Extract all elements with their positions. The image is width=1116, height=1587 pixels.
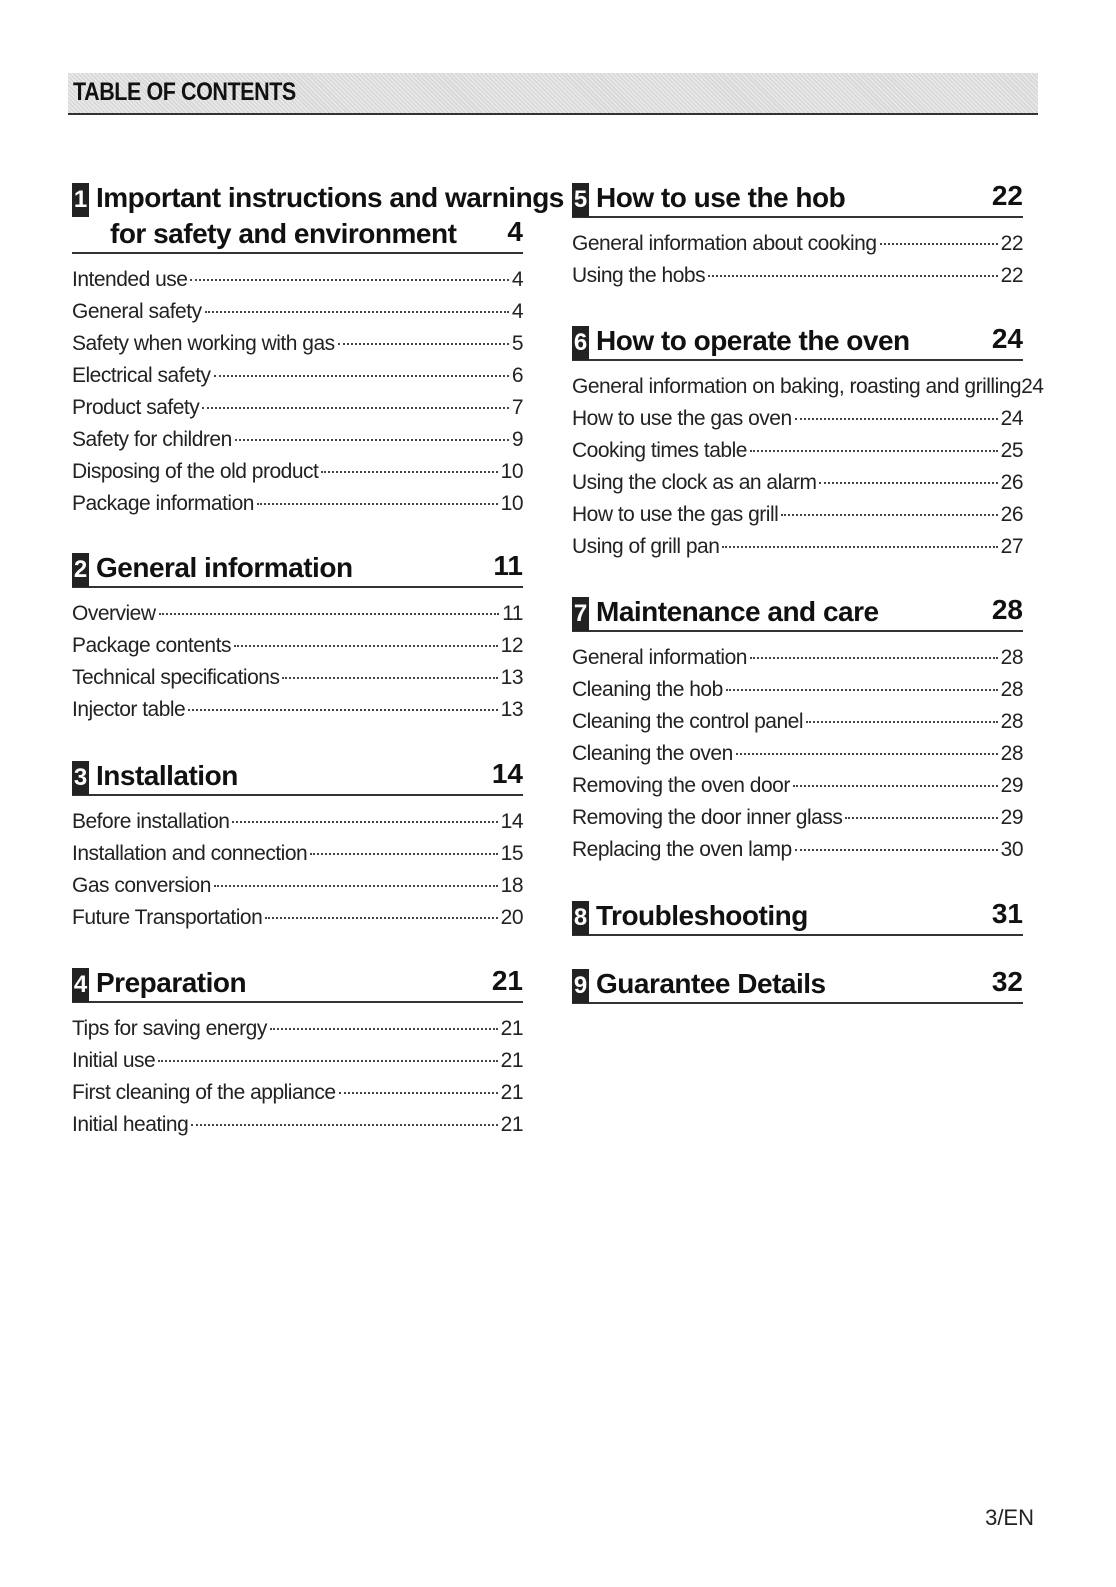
toc-entry[interactable] — [72, 264, 523, 296]
toc-entry-page: 4 — [511, 268, 523, 291]
toc-entry[interactable] — [572, 834, 1023, 866]
toc-section-4 — [72, 965, 523, 1141]
dot-leader — [880, 243, 998, 245]
section-page-number: 21 — [491, 965, 523, 996]
dot-leader — [736, 753, 998, 755]
toc-entry[interactable] — [72, 598, 523, 630]
toc-entry-page: 13 — [500, 666, 523, 689]
section-heading[interactable] — [72, 550, 523, 588]
toc-entry-page: 6 — [511, 364, 523, 387]
toc-entry-label: Using the hobs — [572, 264, 706, 287]
dot-leader — [257, 503, 498, 505]
toc-entry-label: Removing the oven door — [572, 774, 790, 797]
toc-entry[interactable] — [572, 228, 1023, 260]
section-heading[interactable] — [572, 898, 1023, 936]
toc-entry-label: Gas conversion — [72, 874, 211, 897]
toc-entry-label: Replacing the oven lamp — [572, 838, 792, 861]
dot-leader — [205, 311, 509, 313]
toc-entry[interactable] — [572, 435, 1023, 467]
toc-entry[interactable] — [72, 1109, 523, 1141]
toc-entry[interactable] — [572, 802, 1023, 834]
toc-entry[interactable] — [572, 674, 1023, 706]
toc-entry-page: 12 — [500, 634, 523, 657]
toc-entry-page: 21 — [500, 1081, 523, 1104]
toc-section-2 — [72, 550, 523, 726]
toc-entry-page: 29 — [1000, 774, 1023, 797]
toc-entry-label: Cooking times table — [572, 439, 747, 462]
toc-entry-page: 24 — [1000, 407, 1023, 430]
toc-entry-page: 29 — [1000, 806, 1023, 829]
section-heading[interactable] — [572, 180, 1023, 218]
section-title: Important instructions and warnings — [96, 182, 564, 213]
toc-entry-page: 28 — [1000, 646, 1023, 669]
section-page-number: 28 — [991, 594, 1023, 625]
toc-entry[interactable] — [572, 738, 1023, 770]
section-heading[interactable] — [72, 758, 523, 796]
toc-entry-page: 28 — [1000, 742, 1023, 765]
section-number-badge: 9 — [572, 969, 589, 1003]
toc-entry[interactable] — [572, 371, 1044, 403]
toc-entry[interactable] — [572, 531, 1023, 563]
dot-leader — [750, 657, 998, 659]
section-items — [572, 371, 1044, 563]
toc-entry[interactable] — [72, 296, 523, 328]
section-page-number: 11 — [493, 550, 523, 581]
dot-leader — [270, 1028, 498, 1030]
dot-leader — [795, 849, 998, 851]
section-heading[interactable] — [72, 965, 523, 1003]
toc-entry[interactable] — [72, 630, 523, 662]
dot-leader — [339, 1092, 498, 1094]
section-number-badge: 3 — [72, 761, 89, 795]
toc-entry-label: Using the clock as an alarm — [572, 471, 817, 494]
toc-entry-label: Installation and connection — [72, 842, 308, 865]
toc-entry-label: Technical specifications — [72, 666, 280, 689]
toc-entry-label: Safety when working with gas — [72, 332, 335, 355]
section-title-line2: for safety and environment — [110, 218, 457, 249]
dot-leader — [232, 821, 497, 823]
toc-entry-label: Disposing of the old product — [72, 460, 319, 483]
section-number-badge: 6 — [572, 326, 589, 360]
page-footer-label: 3/EN — [985, 1505, 1034, 1530]
toc-entry-page: 27 — [1000, 535, 1023, 558]
toc-entry-page: 26 — [1000, 503, 1023, 526]
toc-entry-label: How to use the gas grill — [572, 503, 779, 526]
toc-entry[interactable] — [572, 642, 1023, 674]
section-page-number: 24 — [991, 323, 1023, 354]
dot-leader — [708, 275, 998, 277]
section-number-badge: 2 — [72, 553, 89, 587]
section-heading[interactable] — [572, 323, 1023, 361]
toc-entry-page: 25 — [1000, 439, 1023, 462]
toc-entry-page: 11 — [502, 602, 523, 625]
dot-leader — [190, 279, 508, 281]
toc-entry[interactable] — [572, 706, 1023, 738]
section-number-badge: 5 — [572, 183, 589, 217]
toc-entry[interactable] — [72, 360, 523, 392]
dot-leader — [310, 853, 497, 855]
toc-entry-label: Electrical safety — [72, 364, 211, 387]
toc-entry-label: Cleaning the oven — [572, 742, 733, 765]
toc-entry-label: Intended use — [72, 268, 188, 291]
toc-entry[interactable] — [572, 403, 1023, 435]
section-number-badge: 7 — [572, 597, 589, 631]
section-number-badge: 1 — [72, 183, 89, 217]
toc-entry-label: Product safety — [72, 396, 200, 419]
toc-entry[interactable] — [72, 1013, 523, 1045]
toc-entry[interactable] — [72, 806, 523, 838]
section-number-badge: 8 — [572, 901, 589, 935]
dot-leader — [234, 645, 498, 647]
toc-entry-label: General safety — [72, 300, 202, 323]
toc-entry-label: Removing the door inner glass — [572, 806, 843, 829]
toc-entry[interactable] — [72, 328, 523, 360]
section-title: Guarantee Details — [596, 968, 826, 999]
section-number-badge: 4 — [72, 968, 89, 1002]
toc-entry-page: 22 — [1000, 264, 1023, 287]
toc-section-5 — [572, 180, 1023, 292]
toc-entry-label: Package information — [72, 492, 254, 515]
toc-header-bar — [68, 73, 1038, 115]
dot-leader — [282, 677, 497, 679]
section-title: Maintenance and care — [596, 596, 879, 627]
dot-leader — [781, 514, 997, 516]
toc-entry-label: Safety for children — [72, 428, 232, 451]
section-items — [72, 806, 523, 934]
section-title: Installation — [96, 760, 238, 791]
toc-entry-page: 7 — [511, 396, 523, 419]
toc-entry-page: 24 — [1021, 375, 1044, 398]
dot-leader — [726, 689, 998, 691]
toc-entry-page: 15 — [500, 842, 523, 865]
dot-leader — [793, 785, 998, 787]
dot-leader — [188, 709, 497, 711]
toc-entry-page: 14 — [500, 810, 523, 833]
dot-leader — [338, 343, 509, 345]
toc-entry-page: 5 — [511, 332, 523, 355]
toc-entry-label: Injector table — [72, 698, 186, 721]
dot-leader — [265, 917, 497, 919]
dot-leader — [321, 471, 497, 473]
section-page-number: 4 — [507, 216, 523, 247]
dot-leader — [202, 407, 509, 409]
dot-leader — [845, 817, 997, 819]
toc-entry[interactable] — [72, 456, 523, 488]
section-items — [72, 264, 523, 520]
dot-leader — [159, 613, 500, 615]
section-title: How to operate the oven — [596, 325, 910, 356]
toc-entry[interactable] — [572, 770, 1023, 802]
dot-leader — [214, 885, 498, 887]
dot-leader — [819, 482, 997, 484]
toc-entry[interactable] — [72, 424, 523, 456]
toc-entry[interactable] — [572, 467, 1023, 499]
toc-entry-label: Future Transportation — [72, 906, 263, 929]
section-items — [572, 228, 1023, 292]
toc-entry-label: Initial use — [72, 1049, 156, 1072]
dot-leader — [214, 375, 509, 377]
section-page-number: 32 — [991, 966, 1023, 997]
toc-entry[interactable] — [72, 870, 523, 902]
toc-entry-label: Tips for saving energy — [72, 1017, 267, 1040]
dot-leader — [191, 1124, 497, 1126]
dot-leader — [806, 721, 998, 723]
toc-entry-label: Overview — [72, 602, 156, 625]
toc-entry[interactable] — [572, 499, 1023, 531]
toc-entry-label: General information on baking, roasting and grilling — [572, 375, 1022, 398]
dot-leader — [750, 450, 998, 452]
section-title: Troubleshooting — [596, 900, 808, 931]
toc-entry-page: 21 — [500, 1049, 523, 1072]
toc-section-9 — [572, 966, 1023, 1004]
toc-entry-label: Initial heating — [72, 1113, 189, 1136]
section-title: How to use the hob — [596, 182, 846, 213]
toc-entry[interactable] — [72, 662, 523, 694]
toc-section-8 — [572, 898, 1023, 936]
toc-entry[interactable] — [72, 694, 523, 726]
section-page-number: 14 — [491, 758, 523, 789]
section-page-number: 22 — [991, 180, 1023, 211]
section-items — [72, 598, 523, 726]
toc-entry[interactable] — [72, 838, 523, 870]
toc-entry-page: 13 — [500, 698, 523, 721]
toc-entry-page: 21 — [500, 1113, 523, 1136]
dot-leader — [722, 546, 997, 548]
section-heading[interactable] — [572, 594, 1023, 632]
toc-entry[interactable] — [72, 392, 523, 424]
section-heading[interactable] — [72, 180, 564, 254]
dot-leader — [235, 439, 509, 441]
toc-entry-page: 18 — [500, 874, 523, 897]
toc-entry-label: Using of grill pan — [572, 535, 720, 558]
toc-entry-page: 28 — [1000, 678, 1023, 701]
toc-entry[interactable] — [72, 1045, 523, 1077]
toc-entry-page: 30 — [1000, 838, 1023, 861]
section-page-number: 31 — [991, 898, 1023, 929]
toc-entry-page: 22 — [1000, 232, 1023, 255]
toc-entry-label: General information — [572, 646, 747, 669]
toc-entry-page: 28 — [1000, 710, 1023, 733]
toc-entry[interactable] — [72, 488, 523, 520]
section-title: General information — [96, 552, 353, 583]
toc-section-7 — [572, 594, 1023, 866]
section-items — [572, 642, 1023, 866]
section-title: Preparation — [96, 967, 247, 998]
toc-header-title: TABLE OF CONTENTS — [73, 78, 296, 106]
toc-entry[interactable] — [572, 260, 1023, 292]
toc-entry-page: 26 — [1000, 471, 1023, 494]
section-heading[interactable] — [572, 966, 1023, 1004]
toc-section-6 — [572, 323, 1044, 563]
toc-entry-label: How to use the gas oven — [572, 407, 792, 430]
toc-entry[interactable] — [72, 902, 523, 934]
toc-entry-label: Cleaning the hob — [572, 678, 723, 701]
dot-leader — [795, 418, 998, 420]
dot-leader — [158, 1060, 497, 1062]
toc-section-3 — [72, 758, 523, 934]
toc-entry-label: General information about cooking — [572, 232, 877, 255]
toc-section-1 — [72, 180, 564, 520]
section-items — [72, 1013, 523, 1141]
toc-entry-page: 10 — [500, 460, 523, 483]
toc-entry-page: 21 — [500, 1017, 523, 1040]
toc-entry-page: 4 — [511, 300, 523, 323]
toc-entry-page: 9 — [511, 428, 523, 451]
toc-entry-page: 10 — [500, 492, 523, 515]
toc-entry-label: Cleaning the control panel — [572, 710, 804, 733]
toc-entry[interactable] — [72, 1077, 523, 1109]
toc-entry-label: Package contents — [72, 634, 231, 657]
toc-entry-page: 20 — [500, 906, 523, 929]
toc-entry-label: Before installation — [72, 810, 230, 833]
toc-entry-label: First cleaning of the appliance — [72, 1081, 336, 1104]
